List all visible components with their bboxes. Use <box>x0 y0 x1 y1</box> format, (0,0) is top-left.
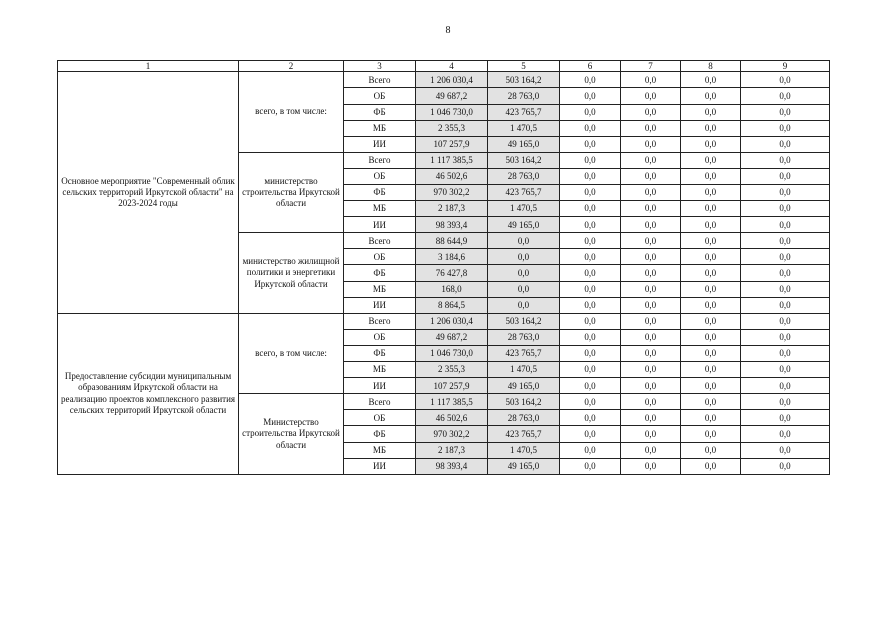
value-cell-c4: 2 355,3 <box>416 362 488 378</box>
column-header: 5 <box>488 61 560 72</box>
value-cell-c5: 1 470,5 <box>488 120 560 136</box>
column-header: 4 <box>416 61 488 72</box>
funding-source: Всего <box>344 233 416 249</box>
funding-source: ФБ <box>344 185 416 201</box>
value-cell-c5: 423 765,7 <box>488 104 560 120</box>
value-cell-c6: 0,0 <box>560 185 621 201</box>
value-cell-c8: 0,0 <box>681 185 741 201</box>
value-cell-c6: 0,0 <box>560 426 621 442</box>
value-cell-c6: 0,0 <box>560 297 621 313</box>
value-cell-c4: 1 117 385,5 <box>416 394 488 410</box>
value-cell-c9: 0,0 <box>741 345 830 361</box>
value-cell-c6: 0,0 <box>560 136 621 152</box>
value-cell-c7: 0,0 <box>621 265 681 281</box>
value-cell-c8: 0,0 <box>681 201 741 217</box>
value-cell-c9: 0,0 <box>741 362 830 378</box>
value-cell-c4: 49 687,2 <box>416 88 488 104</box>
value-cell-c9: 0,0 <box>741 185 830 201</box>
value-cell-c8: 0,0 <box>681 362 741 378</box>
column-header: 9 <box>741 61 830 72</box>
funding-source: Всего <box>344 72 416 88</box>
value-cell-c6: 0,0 <box>560 72 621 88</box>
value-cell-c7: 0,0 <box>621 88 681 104</box>
value-cell-c8: 0,0 <box>681 442 741 458</box>
funding-source: ОБ <box>344 249 416 265</box>
funding-source: ОБ <box>344 329 416 345</box>
value-cell-c8: 0,0 <box>681 120 741 136</box>
value-cell-c8: 0,0 <box>681 136 741 152</box>
value-cell-c5: 423 765,7 <box>488 426 560 442</box>
funding-source: МБ <box>344 201 416 217</box>
column-header: 3 <box>344 61 416 72</box>
value-cell-c5: 28 763,0 <box>488 168 560 184</box>
value-cell-c8: 0,0 <box>681 217 741 233</box>
value-cell-c8: 0,0 <box>681 313 741 329</box>
value-cell-c5: 49 165,0 <box>488 217 560 233</box>
value-cell-c9: 0,0 <box>741 249 830 265</box>
column-header: 2 <box>239 61 344 72</box>
value-cell-c8: 0,0 <box>681 281 741 297</box>
value-cell-c7: 0,0 <box>621 217 681 233</box>
value-cell-c5: 0,0 <box>488 233 560 249</box>
value-cell-c9: 0,0 <box>741 426 830 442</box>
value-cell-c4: 1 046 730,0 <box>416 104 488 120</box>
value-cell-c6: 0,0 <box>560 442 621 458</box>
value-cell-c7: 0,0 <box>621 378 681 394</box>
value-cell-c7: 0,0 <box>621 136 681 152</box>
value-cell-c5: 503 164,2 <box>488 394 560 410</box>
funding-table <box>57 60 830 475</box>
page-number: 8 <box>445 25 451 36</box>
value-cell-c7: 0,0 <box>621 458 681 474</box>
value-cell-c5: 49 165,0 <box>488 458 560 474</box>
value-cell-c9: 0,0 <box>741 297 830 313</box>
value-cell-c6: 0,0 <box>560 152 621 168</box>
value-cell-c4: 98 393,4 <box>416 217 488 233</box>
value-cell-c6: 0,0 <box>560 458 621 474</box>
value-cell-c7: 0,0 <box>621 281 681 297</box>
value-cell-c5: 503 164,2 <box>488 313 560 329</box>
value-cell-c4: 2 355,3 <box>416 120 488 136</box>
funding-source: МБ <box>344 362 416 378</box>
value-cell-c7: 0,0 <box>621 201 681 217</box>
value-cell-c5: 423 765,7 <box>488 345 560 361</box>
value-cell-c5: 503 164,2 <box>488 152 560 168</box>
section-title: Предоставление субсидии муниципальным образованиям Иркутской области на реализацию проектов комплексного развития сельских территорий Иркутской области <box>58 313 239 474</box>
value-cell-c4: 107 257,9 <box>416 378 488 394</box>
value-cell-c8: 0,0 <box>681 233 741 249</box>
section-title: Основное мероприятие "Современный облик сельских территорий Иркутской области" на 2023-2024 годы <box>58 72 239 313</box>
funding-source: МБ <box>344 281 416 297</box>
value-cell-c9: 0,0 <box>741 265 830 281</box>
column-header: 6 <box>560 61 621 72</box>
value-cell-c5: 423 765,7 <box>488 185 560 201</box>
value-cell-c6: 0,0 <box>560 378 621 394</box>
value-cell-c8: 0,0 <box>681 394 741 410</box>
value-cell-c7: 0,0 <box>621 120 681 136</box>
value-cell-c7: 0,0 <box>621 410 681 426</box>
value-cell-c5: 1 470,5 <box>488 201 560 217</box>
value-cell-c9: 0,0 <box>741 88 830 104</box>
value-cell-c4: 1 206 030,4 <box>416 313 488 329</box>
funding-source: ОБ <box>344 168 416 184</box>
value-cell-c4: 1 046 730,0 <box>416 345 488 361</box>
value-cell-c5: 0,0 <box>488 297 560 313</box>
value-cell-c8: 0,0 <box>681 378 741 394</box>
value-cell-c4: 46 502,6 <box>416 168 488 184</box>
value-cell-c8: 0,0 <box>681 168 741 184</box>
value-cell-c6: 0,0 <box>560 249 621 265</box>
column-number-row <box>58 61 830 72</box>
value-cell-c5: 503 164,2 <box>488 72 560 88</box>
value-cell-c9: 0,0 <box>741 442 830 458</box>
value-cell-c8: 0,0 <box>681 88 741 104</box>
value-cell-c4: 107 257,9 <box>416 136 488 152</box>
funding-source: МБ <box>344 120 416 136</box>
value-cell-c4: 2 187,3 <box>416 442 488 458</box>
value-cell-c7: 0,0 <box>621 394 681 410</box>
value-cell-c7: 0,0 <box>621 104 681 120</box>
funding-source: ИИ <box>344 136 416 152</box>
value-cell-c7: 0,0 <box>621 362 681 378</box>
value-cell-c9: 0,0 <box>741 378 830 394</box>
value-cell-c9: 0,0 <box>741 458 830 474</box>
value-cell-c7: 0,0 <box>621 72 681 88</box>
value-cell-c9: 0,0 <box>741 152 830 168</box>
value-cell-c7: 0,0 <box>621 442 681 458</box>
value-cell-c6: 0,0 <box>560 313 621 329</box>
value-cell-c7: 0,0 <box>621 168 681 184</box>
value-cell-c6: 0,0 <box>560 217 621 233</box>
value-cell-c7: 0,0 <box>621 249 681 265</box>
value-cell-c6: 0,0 <box>560 168 621 184</box>
table-row <box>58 313 830 329</box>
value-cell-c6: 0,0 <box>560 410 621 426</box>
executor-name: Министерство строительства Иркутской области <box>239 394 344 474</box>
value-cell-c7: 0,0 <box>621 152 681 168</box>
value-cell-c8: 0,0 <box>681 458 741 474</box>
value-cell-c6: 0,0 <box>560 394 621 410</box>
value-cell-c7: 0,0 <box>621 233 681 249</box>
value-cell-c5: 0,0 <box>488 281 560 297</box>
value-cell-c9: 0,0 <box>741 233 830 249</box>
funding-source: ИИ <box>344 297 416 313</box>
value-cell-c4: 168,0 <box>416 281 488 297</box>
value-cell-c4: 76 427,8 <box>416 265 488 281</box>
value-cell-c6: 0,0 <box>560 88 621 104</box>
value-cell-c7: 0,0 <box>621 329 681 345</box>
value-cell-c9: 0,0 <box>741 168 830 184</box>
executor-name: министерство строительства Иркутской области <box>239 152 344 232</box>
table-body <box>58 61 830 475</box>
funding-source: ИИ <box>344 458 416 474</box>
column-header: 7 <box>621 61 681 72</box>
value-cell-c9: 0,0 <box>741 72 830 88</box>
executor-name: всего, в том числе: <box>239 313 344 393</box>
funding-source: ФБ <box>344 265 416 281</box>
value-cell-c4: 98 393,4 <box>416 458 488 474</box>
table-row <box>58 72 830 88</box>
funding-source: ФБ <box>344 104 416 120</box>
funding-source: ФБ <box>344 426 416 442</box>
value-cell-c4: 970 302,2 <box>416 426 488 442</box>
funding-source: ОБ <box>344 88 416 104</box>
funding-source: Всего <box>344 313 416 329</box>
value-cell-c4: 88 644,9 <box>416 233 488 249</box>
value-cell-c6: 0,0 <box>560 104 621 120</box>
value-cell-c5: 0,0 <box>488 249 560 265</box>
value-cell-c7: 0,0 <box>621 313 681 329</box>
value-cell-c5: 28 763,0 <box>488 329 560 345</box>
column-header: 1 <box>58 61 239 72</box>
value-cell-c6: 0,0 <box>560 265 621 281</box>
value-cell-c4: 8 864,5 <box>416 297 488 313</box>
funding-source: ОБ <box>344 410 416 426</box>
value-cell-c9: 0,0 <box>741 329 830 345</box>
value-cell-c5: 0,0 <box>488 265 560 281</box>
value-cell-c8: 0,0 <box>681 329 741 345</box>
value-cell-c8: 0,0 <box>681 410 741 426</box>
value-cell-c5: 49 165,0 <box>488 136 560 152</box>
value-cell-c8: 0,0 <box>681 297 741 313</box>
value-cell-c9: 0,0 <box>741 281 830 297</box>
value-cell-c9: 0,0 <box>741 394 830 410</box>
column-header: 8 <box>681 61 741 72</box>
value-cell-c8: 0,0 <box>681 104 741 120</box>
funding-source: МБ <box>344 442 416 458</box>
value-cell-c8: 0,0 <box>681 72 741 88</box>
value-cell-c9: 0,0 <box>741 136 830 152</box>
value-cell-c6: 0,0 <box>560 329 621 345</box>
value-cell-c9: 0,0 <box>741 410 830 426</box>
value-cell-c8: 0,0 <box>681 345 741 361</box>
value-cell-c6: 0,0 <box>560 281 621 297</box>
value-cell-c9: 0,0 <box>741 201 830 217</box>
value-cell-c4: 1 206 030,4 <box>416 72 488 88</box>
value-cell-c4: 1 117 385,5 <box>416 152 488 168</box>
value-cell-c8: 0,0 <box>681 249 741 265</box>
executor-name: всего, в том числе: <box>239 72 344 152</box>
value-cell-c9: 0,0 <box>741 104 830 120</box>
value-cell-c8: 0,0 <box>681 426 741 442</box>
value-cell-c6: 0,0 <box>560 120 621 136</box>
value-cell-c7: 0,0 <box>621 345 681 361</box>
value-cell-c7: 0,0 <box>621 297 681 313</box>
value-cell-c9: 0,0 <box>741 313 830 329</box>
value-cell-c7: 0,0 <box>621 185 681 201</box>
value-cell-c4: 3 184,6 <box>416 249 488 265</box>
funding-source: Всего <box>344 394 416 410</box>
value-cell-c5: 1 470,5 <box>488 362 560 378</box>
funding-source: ИИ <box>344 378 416 394</box>
funding-source: ИИ <box>344 217 416 233</box>
value-cell-c4: 2 187,3 <box>416 201 488 217</box>
value-cell-c6: 0,0 <box>560 362 621 378</box>
value-cell-c9: 0,0 <box>741 120 830 136</box>
value-cell-c5: 49 165,0 <box>488 378 560 394</box>
value-cell-c6: 0,0 <box>560 345 621 361</box>
funding-source: Всего <box>344 152 416 168</box>
value-cell-c4: 970 302,2 <box>416 185 488 201</box>
executor-name: министерство жилищной политики и энергетики Иркутской области <box>239 233 344 313</box>
value-cell-c5: 28 763,0 <box>488 88 560 104</box>
value-cell-c4: 46 502,6 <box>416 410 488 426</box>
value-cell-c6: 0,0 <box>560 233 621 249</box>
value-cell-c8: 0,0 <box>681 152 741 168</box>
value-cell-c9: 0,0 <box>741 217 830 233</box>
value-cell-c7: 0,0 <box>621 426 681 442</box>
value-cell-c5: 28 763,0 <box>488 410 560 426</box>
value-cell-c5: 1 470,5 <box>488 442 560 458</box>
funding-source: ФБ <box>344 345 416 361</box>
value-cell-c8: 0,0 <box>681 265 741 281</box>
value-cell-c6: 0,0 <box>560 201 621 217</box>
value-cell-c4: 49 687,2 <box>416 329 488 345</box>
